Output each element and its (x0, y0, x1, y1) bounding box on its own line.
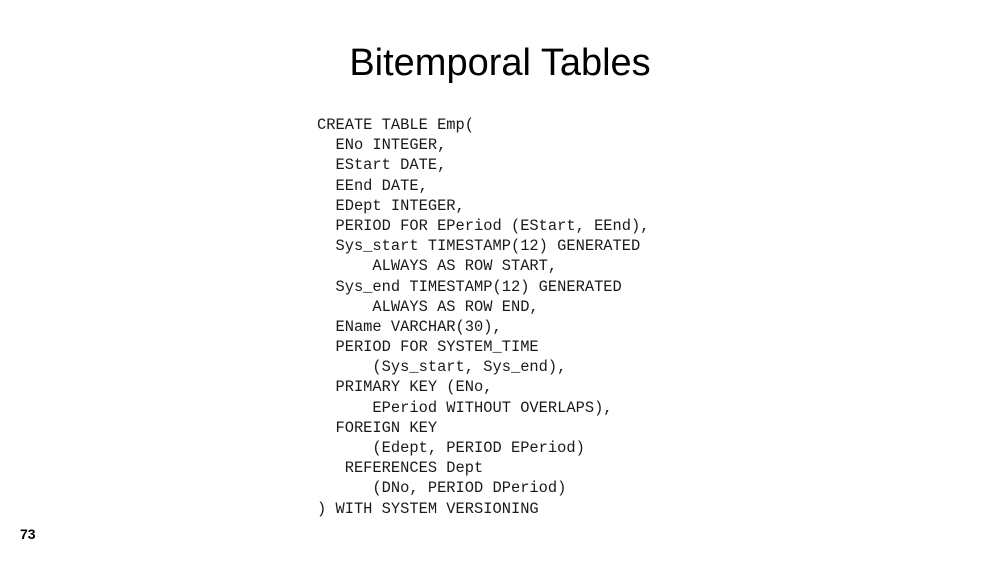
slide-number: 73 (20, 526, 36, 542)
code-line: Sys_start TIMESTAMP(12) GENERATED (317, 237, 641, 256)
code-line: EStart DATE, (317, 156, 447, 175)
code-line: FOREIGN KEY (317, 418, 438, 437)
code-line: Sys_end TIMESTAMP(12) GENERATED (317, 277, 622, 296)
code-line: REFERENCES Dept (317, 459, 484, 478)
code-line: ENo INTEGER, (317, 136, 447, 155)
code-line: EEnd DATE, (317, 176, 428, 195)
code-line: ALWAYS AS ROW END, (317, 297, 539, 316)
code-line: EName VARCHAR(30), (317, 317, 502, 336)
code-line: (Edept, PERIOD EPeriod) (317, 439, 585, 457)
code-line: ) WITH SYSTEM VERSIONING (317, 499, 539, 518)
code-line: (Sys_start, Sys_end), (317, 358, 567, 377)
slide-title: Bitemporal Tables (349, 42, 651, 84)
code-line: PERIOD FOR EPeriod (EStart, EEnd), (317, 216, 650, 235)
code-line: PERIOD FOR SYSTEM_TIME (317, 338, 539, 357)
code-line: PRIMARY KEY (ENo, (317, 378, 493, 397)
code-line: EPeriod WITHOUT OVERLAPS), (317, 398, 613, 417)
sql-code-block (317, 115, 650, 519)
code-line: EDept INTEGER, (317, 196, 465, 215)
code-line: ALWAYS AS ROW START, (317, 257, 558, 276)
code-line: (DNo, PERIOD DPeriod) (317, 479, 567, 498)
code-line: CREATE TABLE Emp( (317, 116, 475, 134)
